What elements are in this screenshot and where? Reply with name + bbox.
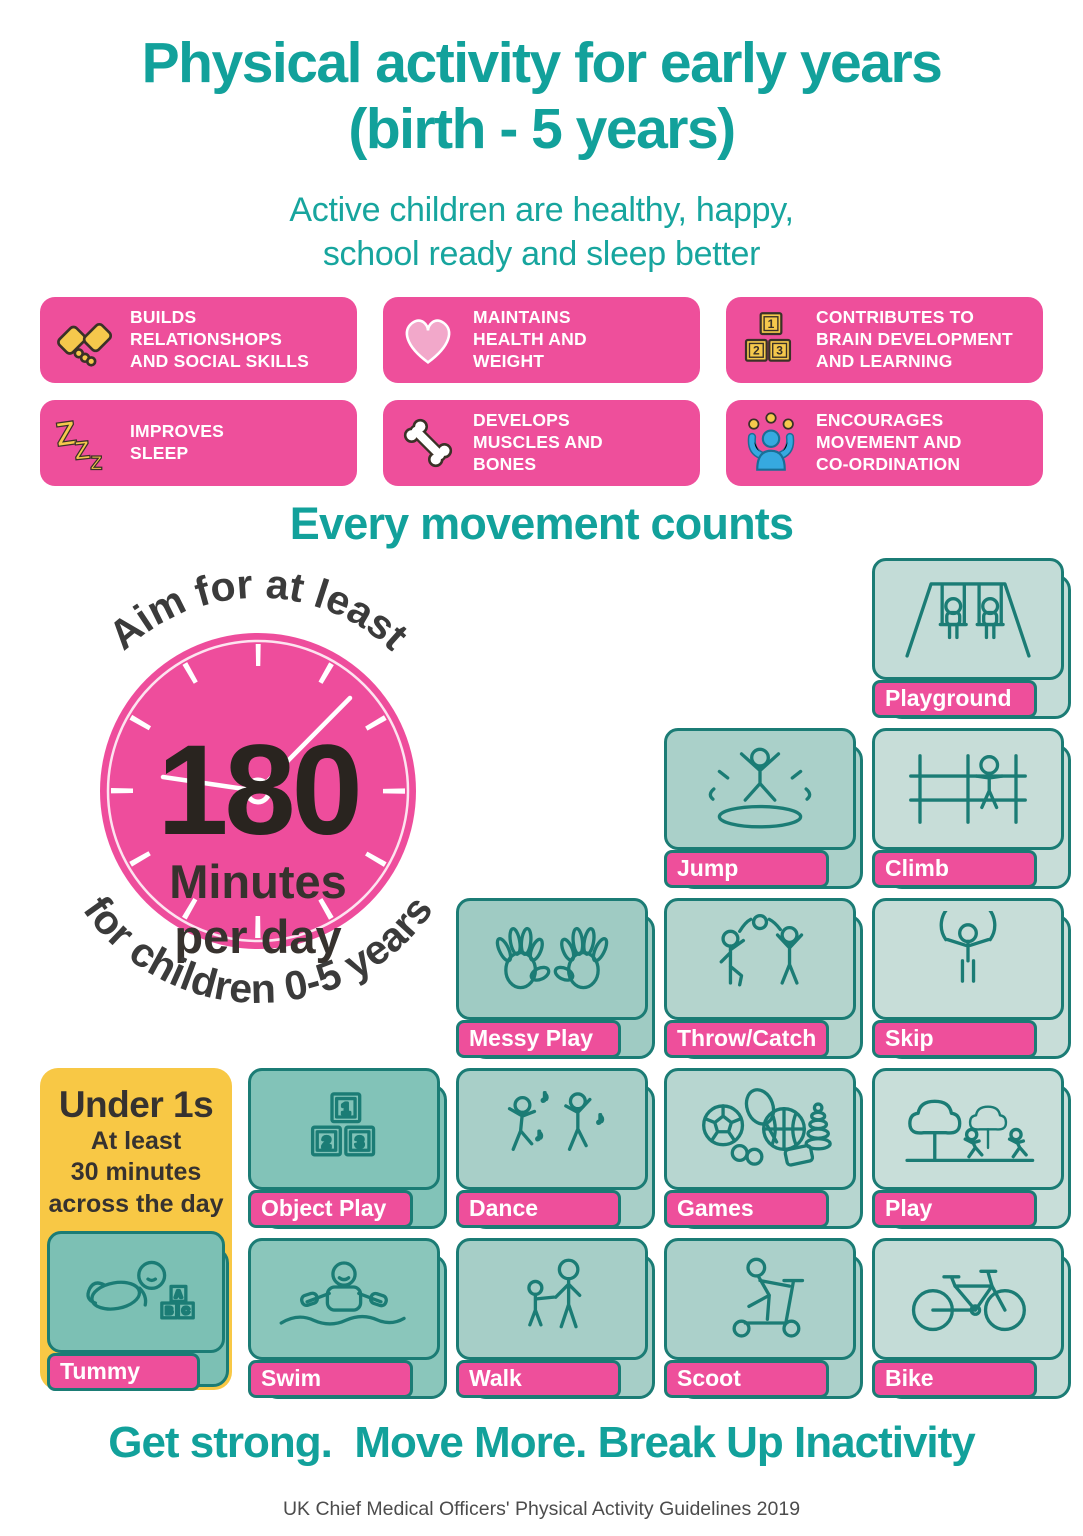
tile-face xyxy=(47,1231,225,1353)
bone-icon xyxy=(396,411,460,475)
tile-label: Games xyxy=(664,1190,829,1228)
section-heading: Every movement counts xyxy=(289,498,794,549)
activity-tile-dance xyxy=(456,1068,648,1220)
tile-face xyxy=(248,1068,440,1190)
badge-improves-sleep xyxy=(40,400,357,486)
tile-label: Object Play xyxy=(248,1190,413,1228)
tile-face xyxy=(664,898,856,1020)
tile-face xyxy=(456,1068,648,1190)
badge-label: BUILDS RELATIONSHOPS AND SOCIAL SKILLS xyxy=(130,307,310,371)
activity-tile-swim xyxy=(248,1238,440,1390)
subtitle-line-1: Active children are healthy, happy, xyxy=(289,191,794,229)
activity-grid xyxy=(40,558,1064,1415)
svg-text:♪: ♪ xyxy=(540,1088,549,1106)
skip-icon xyxy=(893,911,1043,1007)
object-play-icon xyxy=(269,1081,419,1177)
tile-label: Play xyxy=(872,1190,1037,1228)
tile-face xyxy=(456,1238,648,1360)
svg-text:3: 3 xyxy=(776,343,783,358)
title-line-2: (birth - 5 years) xyxy=(348,97,735,162)
source-attribution: UK Chief Medical Officers' Physical Activity Guidelines 2019 xyxy=(282,1498,801,1520)
tile-face xyxy=(664,1068,856,1190)
svg-text:A: A xyxy=(174,1289,183,1301)
tile-label: Tummy Time xyxy=(47,1353,200,1391)
activity-tile-games xyxy=(664,1068,856,1220)
badge-label: DEVELOPS MUSCLES AND BONES xyxy=(473,410,603,474)
activity-tile-play xyxy=(872,1068,1064,1220)
activity-tile-skip xyxy=(872,898,1064,1050)
messy-play-icon xyxy=(477,911,627,1007)
play-icon xyxy=(893,1081,1043,1177)
tummy-time-icon xyxy=(61,1244,211,1340)
title-line-1: Physical activity for early years xyxy=(141,31,942,95)
zzz-sleep-icon xyxy=(53,411,117,475)
tile-label: Climb xyxy=(872,850,1037,888)
activity-tile-bike xyxy=(872,1238,1064,1390)
tile-face xyxy=(872,1238,1064,1360)
badge-label: MAINTAINS HEALTH AND WEIGHT xyxy=(473,307,587,371)
tile-label: Swim xyxy=(248,1360,413,1398)
badge-brain-development xyxy=(726,297,1043,383)
handshake-icon xyxy=(53,308,117,372)
svg-text:♪: ♪ xyxy=(596,1110,604,1128)
tile-label: Jump xyxy=(664,850,829,888)
dance-icon xyxy=(477,1081,627,1177)
page-subtitle xyxy=(0,188,1083,276)
benefit-badges xyxy=(40,297,1043,486)
tile-label: Throw/Catch xyxy=(664,1020,829,1058)
svg-text:Z: Z xyxy=(90,452,103,475)
number-blocks-icon xyxy=(739,308,803,372)
tile-label: Playground xyxy=(872,680,1037,718)
svg-text:Z: Z xyxy=(53,413,79,455)
svg-text:1: 1 xyxy=(341,1101,351,1119)
activity-tile-climb xyxy=(872,728,1064,880)
badge-health-weight xyxy=(383,297,700,383)
throw-catch-icon xyxy=(685,911,835,1007)
svg-text:Z: Z xyxy=(72,436,92,466)
badge-label: ENCOURAGES MOVEMENT AND CO-ORDINATION xyxy=(816,410,962,474)
badge-label: IMPROVES SLEEP xyxy=(130,421,224,463)
jump-icon xyxy=(685,741,835,837)
tile-face xyxy=(872,898,1064,1020)
activity-tile-playground xyxy=(872,558,1064,710)
activity-tile-throw-catch xyxy=(664,898,856,1050)
clock-unit-line2: per day xyxy=(174,910,342,963)
badge-muscles-bones xyxy=(383,400,700,486)
tile-label: Skip xyxy=(872,1020,1037,1058)
tile-face xyxy=(872,728,1064,850)
bike-icon xyxy=(893,1251,1043,1347)
tile-label: Dance xyxy=(456,1190,621,1228)
walk-icon xyxy=(477,1251,627,1347)
tile-label: Bike xyxy=(872,1360,1037,1398)
svg-text:B: B xyxy=(165,1306,173,1318)
tile-face xyxy=(872,558,1064,680)
page-title xyxy=(0,30,1083,162)
tile-label: Messy Play xyxy=(456,1020,621,1058)
tile-face xyxy=(872,1068,1064,1190)
subtitle-line-2: school ready and sleep better xyxy=(322,235,761,274)
svg-text:2: 2 xyxy=(753,343,760,358)
activity-tile-messy-play xyxy=(456,898,648,1050)
climb-icon xyxy=(893,741,1043,837)
svg-text:C: C xyxy=(182,1306,190,1318)
tile-label: Walk xyxy=(456,1360,621,1398)
clock-unit-line1: Minutes xyxy=(169,855,347,908)
playground-icon xyxy=(893,571,1043,667)
juggler-icon xyxy=(739,411,803,475)
svg-text:1: 1 xyxy=(767,316,775,331)
tile-face xyxy=(248,1238,440,1360)
under-1s-panel: Under 1s At least 30 minutes across the day A B C Tummy Time xyxy=(40,1068,232,1390)
svg-text:3: 3 xyxy=(355,1134,365,1152)
scoot-icon xyxy=(685,1251,835,1347)
activity-tile-scoot xyxy=(664,1238,856,1390)
tile-face xyxy=(456,898,648,1020)
svg-text:2: 2 xyxy=(322,1134,331,1152)
swim-icon xyxy=(269,1251,419,1347)
clock-value: 180 xyxy=(157,719,359,862)
under-1s-heading: Under 1s xyxy=(58,1084,214,1125)
heart-icon xyxy=(396,308,460,372)
bottom-banner: Get strong. Move More. Break Up Inactivity xyxy=(108,1418,975,1467)
badge-label: CONTRIBUTES TO BRAIN DEVELOPMENT AND LEARNING xyxy=(816,307,1013,371)
tile-label: Scoot xyxy=(664,1360,829,1398)
tile-face xyxy=(664,1238,856,1360)
badge-movement-coordination xyxy=(726,400,1043,486)
badge-relationships xyxy=(40,297,357,383)
activity-tile-jump xyxy=(664,728,856,880)
tile-face xyxy=(664,728,856,850)
clock-arc-top-text: Aim for at least xyxy=(99,568,418,659)
clock-arc-bottom-text: for children 0-5 years xyxy=(74,887,442,1013)
svg-text:♪: ♪ xyxy=(535,1127,543,1145)
activity-tile-walk xyxy=(456,1238,648,1390)
activity-tile-object-play xyxy=(248,1068,440,1220)
games-icon xyxy=(685,1081,835,1177)
